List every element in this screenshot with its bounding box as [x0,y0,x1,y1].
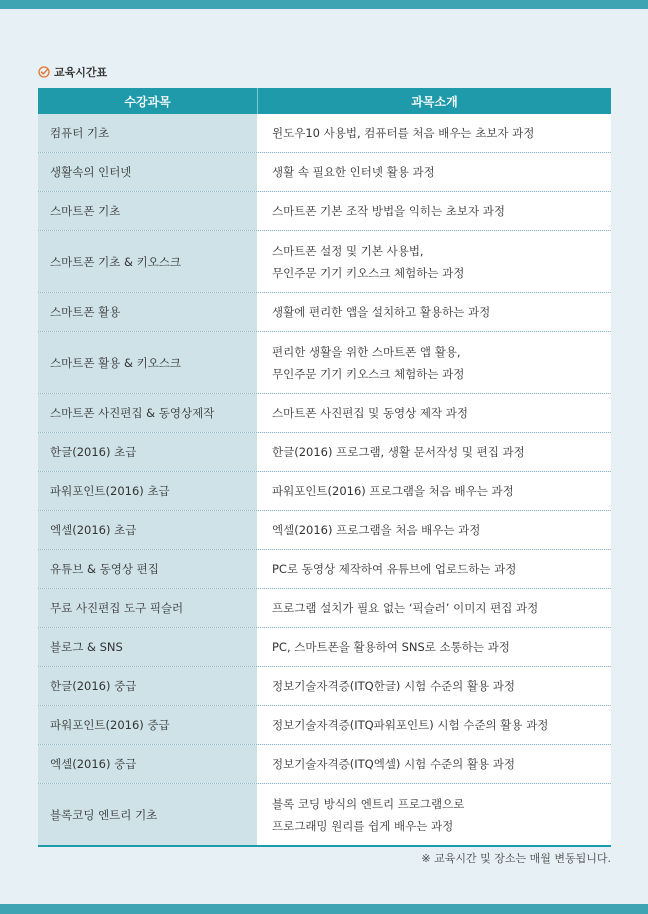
course-name: 스마트폰 사진편집 & 동영상제작 [38,394,258,432]
description-line: 무인주문 기기 키오스크 체험하는 과정 [272,265,465,280]
course-description [258,114,611,152]
course-description [258,667,611,705]
description-line: 파워포인트(2016) 프로그램을 처음 배우는 과정 [272,484,514,498]
course-name: 유튜브 & 동영상 편집 [38,550,258,588]
top-accent-bar [0,0,648,9]
table-row [38,628,611,667]
course-name: 스마트폰 활용 & 키오스크 [38,332,258,393]
table-row [38,192,611,231]
description-line: 무인주문 기기 키오스크 체험하는 과정 [272,366,465,381]
table-row [38,667,611,706]
course-name: 스마트폰 기초 & 키오스크 [38,231,258,292]
table-row [38,433,611,472]
course-name: 블록코딩 엔트리 기초 [38,784,258,845]
course-name: 파워포인트(2016) 중급 [38,706,258,744]
description-line: PC, 스마트폰을 활용하여 SNS로 소통하는 과정 [272,640,510,654]
description-line: 스마트폰 사진편집 및 동영상 제작 과정 [272,406,469,420]
schedule-note: ※ 교육시간 및 장소는 매월 변동됩니다. [421,852,611,865]
description-line: 블록 코딩 방식의 엔트리 프로그램으로 [272,796,465,811]
course-description [258,231,611,292]
header-course: 수강과목 [38,88,258,114]
course-description [258,192,611,230]
description-line: 생활 속 필요한 인터넷 활용 과정 [272,165,435,179]
description-line: 스마트폰 기본 조작 방법을 익히는 초보자 과정 [272,204,506,218]
table-row [38,784,611,847]
table-row [38,114,611,153]
course-description [258,394,611,432]
table-row [38,745,611,784]
course-name: 블로그 & SNS [38,628,258,666]
table-row [38,472,611,511]
description-line: 프로그램 설치가 필요 없는 ‘픽슬러’ 이미지 편집 과정 [272,601,539,615]
course-description [258,332,611,393]
header-description: 과목소개 [411,94,458,109]
course-name: 엑셀(2016) 초급 [38,511,258,549]
course-description [258,433,611,471]
table-row [38,706,611,745]
course-name: 한글(2016) 중급 [38,667,258,705]
course-name: 생활속의 인터넷 [38,153,258,191]
course-name: 스마트폰 활용 [38,293,258,331]
description-line: 한글(2016) 프로그램, 생활 문서작성 및 편집 과정 [272,445,525,459]
table-header [38,88,611,114]
table-row [38,550,611,589]
course-name: 엑셀(2016) 중급 [38,745,258,783]
table-row [38,153,611,192]
description-line: 프로그래밍 원리를 쉽게 배우는 과정 [272,818,454,833]
table-row [38,511,611,550]
table-row [38,394,611,433]
table-row [38,231,611,293]
description-line: PC로 동영상 제작하여 유튜브에 업로드하는 과정 [272,562,517,576]
description-line: 스마트폰 설정 및 기본 사용법, [272,243,424,258]
description-line: 정보기술자격증(ITQ엑셀) 시험 수준의 활용 과정 [272,757,516,771]
course-name: 한글(2016) 초급 [38,433,258,471]
table-row [38,293,611,332]
schedule-table [38,88,611,847]
course-description [258,550,611,588]
course-description [258,153,611,191]
course-description [258,628,611,666]
check-circle-icon [38,66,50,78]
course-name: 무료 사진편집 도구 픽슬러 [38,589,258,627]
section-title-text: 교육시간표 [54,66,108,79]
course-description [258,784,611,845]
table-row [38,332,611,394]
description-line: 생활에 편리한 앱을 설치하고 활용하는 과정 [272,305,491,319]
table-row [38,589,611,628]
description-line: 편리한 생활을 위한 스마트폰 앱 활용, [272,344,461,359]
description-line: 윈도우10 사용법, 컴퓨터를 처음 배우는 초보자 과정 [272,126,535,140]
course-description [258,293,611,331]
course-name: 컴퓨터 기초 [38,114,258,152]
course-description [258,472,611,510]
description-line: 정보기술자격증(ITQ한글) 시험 수준의 활용 과정 [272,679,516,693]
description-line: 엑셀(2016) 프로그램을 처음 배우는 과정 [272,523,481,537]
course-description [258,706,611,744]
course-description [258,589,611,627]
course-description [258,511,611,549]
bottom-accent-bar [0,904,648,914]
description-line: 정보기술자격증(ITQ파워포인트) 시험 수준의 활용 과정 [272,718,549,732]
section-title [38,64,107,80]
table-body [38,114,611,847]
course-name: 스마트폰 기초 [38,192,258,230]
course-name: 파워포인트(2016) 초급 [38,472,258,510]
course-description [258,745,611,783]
